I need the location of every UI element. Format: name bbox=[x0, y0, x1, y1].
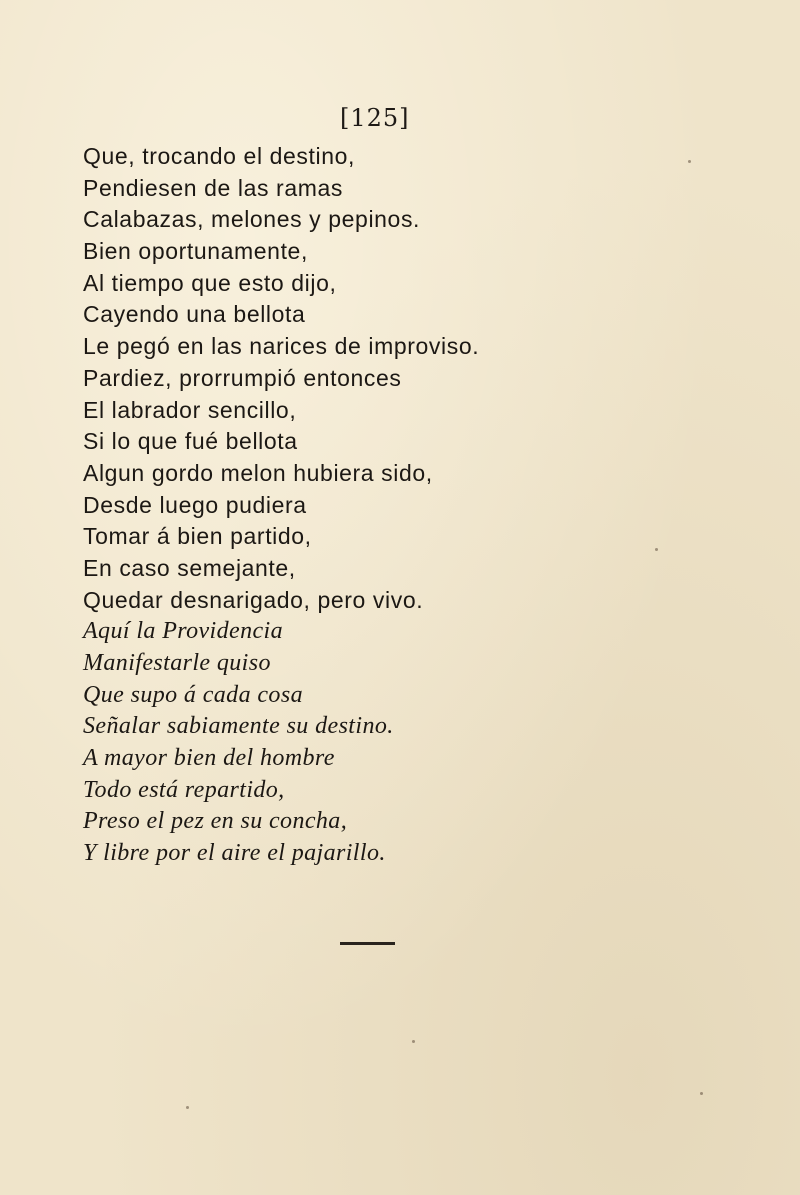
end-rule bbox=[340, 942, 395, 945]
paper-speck bbox=[655, 548, 658, 551]
moral-line: A mayor bien del hombre bbox=[83, 745, 335, 772]
verse-line: El labrador sencillo, bbox=[83, 396, 297, 423]
moral-line: Manifestarle quiso bbox=[83, 650, 271, 676]
moral-line: Aquí la Providencia bbox=[83, 618, 283, 645]
paper-speck bbox=[412, 1040, 415, 1043]
moral-line: Y libre por el aire el pajarillo. bbox=[83, 840, 386, 867]
verse-line: Algun gordo melon hubiera sido, bbox=[83, 459, 433, 486]
verse-line: Calabazas, melones y pepinos. bbox=[83, 206, 421, 233]
verse-line: En caso semejante, bbox=[83, 554, 296, 581]
moral-line: Que supo á cada cosa bbox=[83, 681, 303, 708]
verse-line: Le pegó en las narices de improviso. bbox=[83, 333, 480, 360]
moral-line: Señalar sabiamente su destino. bbox=[83, 713, 394, 740]
verse-line: Quedar desnarigado, pero vivo. bbox=[83, 586, 424, 613]
poem-text bbox=[83, 141, 783, 870]
paper-speck bbox=[700, 1092, 703, 1095]
verse-line: Desde luego pudiera bbox=[83, 491, 307, 518]
verse-line: Bien oportunamente, bbox=[83, 238, 308, 265]
verse-line: Si lo que fué bellota bbox=[83, 428, 298, 455]
verse-line: Cayendo una bellota bbox=[83, 301, 306, 328]
paper-speck bbox=[688, 160, 691, 163]
verse-line: Tomar á bien partido, bbox=[83, 523, 312, 550]
moral-line: Preso el pez en su concha, bbox=[83, 808, 348, 835]
paper-speck bbox=[186, 1106, 189, 1109]
verse-line: Que, trocando el destino, bbox=[83, 143, 355, 169]
verse-line: Pardiez, prorrumpió entonces bbox=[83, 364, 402, 391]
verse-line: Pendiesen de las ramas bbox=[83, 174, 343, 201]
page-number: [125] bbox=[340, 104, 410, 132]
moral-line: Todo está repartido, bbox=[83, 776, 285, 803]
verse-line: Al tiempo que esto dijo, bbox=[83, 269, 337, 296]
